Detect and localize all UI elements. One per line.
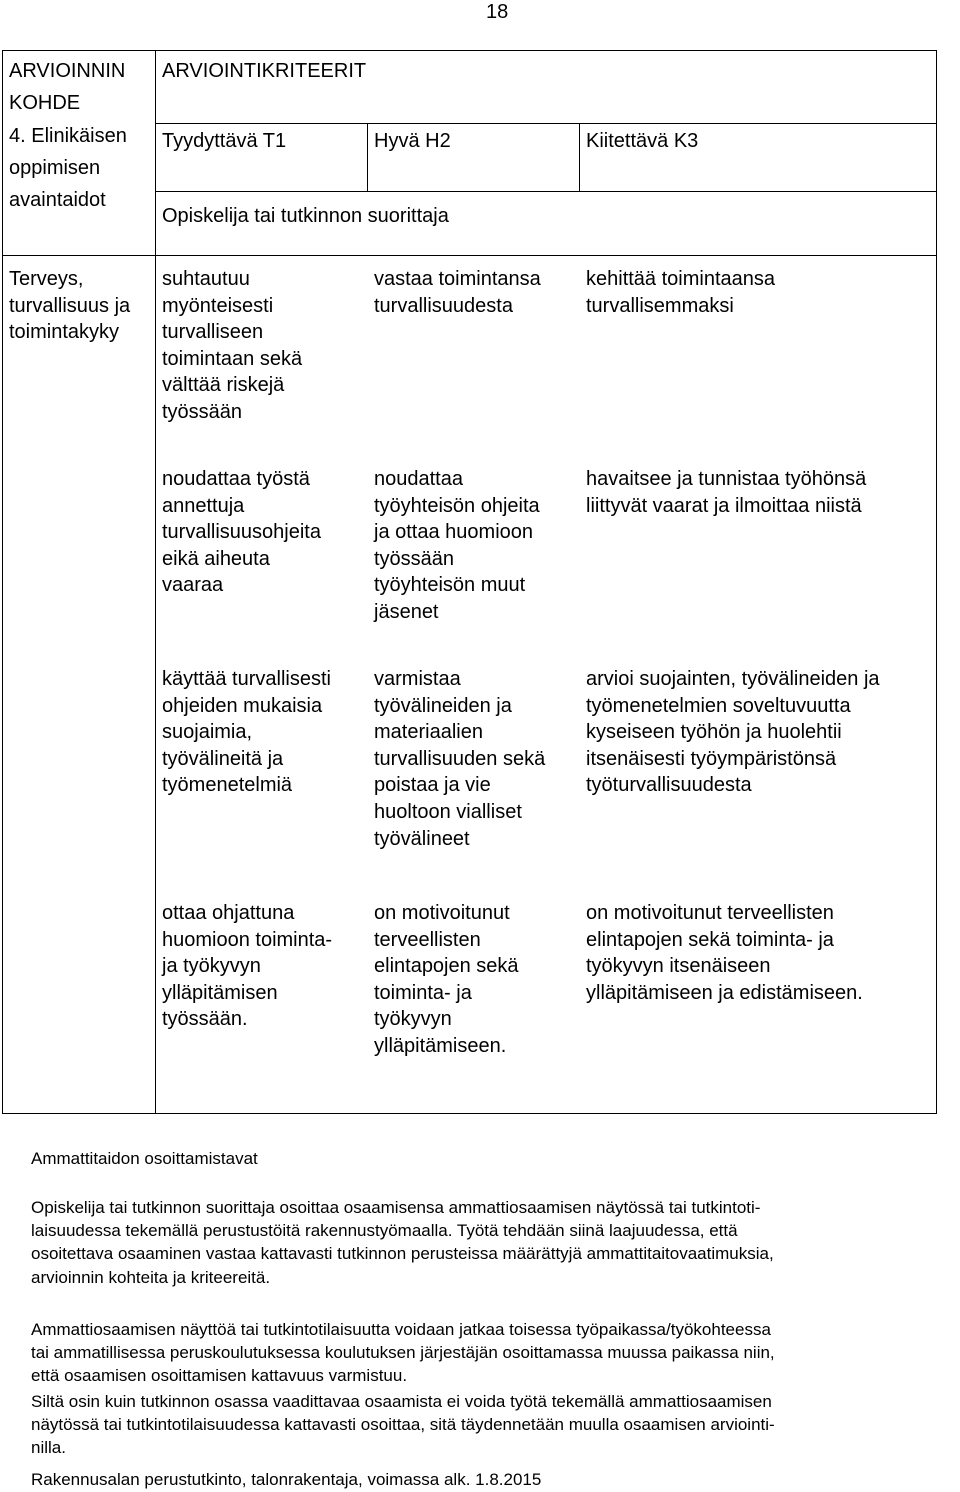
row4-t1: ottaa ohjattuna huomioon toiminta- ja työkyvyn ylläpitämisen työssään. xyxy=(162,902,333,1031)
table-border-top xyxy=(2,50,937,51)
criteria-header-divider xyxy=(155,123,937,124)
table-border-bottom xyxy=(2,1113,937,1114)
grades-divider xyxy=(155,191,937,192)
row1-t1: suhtautuu myönteisesti turvalliseen toimintaan sekä välttää riskejä työssään xyxy=(162,268,303,423)
actor-label: Opiskelija tai tutkinnon suorittaja xyxy=(162,205,449,227)
grade-divider-2 xyxy=(579,123,580,191)
assessment-target-header: ARVIOINNIN KOHDE xyxy=(9,60,126,114)
paragraph-2: Ammattiosaamisen näyttöä tai tutkintotilaisuutta voidaan jatkaa toisessa työpaikassa/työkohteessa tai ammatillisessa peruskoulutuksessa koulutuksen järjestäjän osoittamassa muussa paikassa niin, että osaamisen osoittamisen kattavuus varmistuu. xyxy=(31,1320,775,1386)
row1-k3: kehittää toimintaansa turvallisemmaksi xyxy=(586,268,776,317)
row2-t1: noudattaa työstä annettuja turvallisuusohjeita eikä aiheuta vaaraa xyxy=(162,468,321,597)
column-divider-1 xyxy=(155,50,156,1114)
row1-h2: vastaa toimintansa turvallisuudesta xyxy=(374,268,541,317)
row3-k3: arvioi suojainten, työvälineiden ja työmenetelmien soveltuvuutta kyseiseen työhön ja huolehtii itsenäisesti työympäristönsä työturvallisuudesta xyxy=(586,668,880,797)
row2-k3: havaitsee ja tunnistaa työhönsä liittyvät vaarat ja ilmoittaa niistä xyxy=(586,468,867,517)
table-header-divider xyxy=(2,255,937,256)
grade-k3-header: Kiitettävä K3 xyxy=(586,130,699,152)
grade-h2-header: Hyvä H2 xyxy=(374,130,451,152)
topic-label: Terveys, turvallisuus ja toimintakyky xyxy=(9,268,131,344)
grade-divider-1 xyxy=(367,123,368,191)
page-footer: Rakennusalan perustutkinto, talonrakentaja, voimassa alk. 1.8.2015 xyxy=(31,1470,542,1489)
row3-h2: varmistaa työvälineiden ja materiaalien turvallisuuden sekä poistaa ja vie huoltoon vialliset työvälineet xyxy=(374,668,546,850)
table-border-left xyxy=(2,50,3,1114)
section-heading: Ammattitaidon osoittamistavat xyxy=(31,1149,258,1168)
row4-k3: on motivoitunut terveellisten elintapojen sekä toiminta- ja työkyvyn itsenäiseen ylläpitämiseen ja edistämiseen. xyxy=(586,902,863,1004)
row3-t1: käyttää turvallisesti ohjeiden mukaisia suojaimia, työvälineitä ja työmenetelmiä xyxy=(162,668,331,797)
subject-label: 4. Elinikäisen oppimisen avaintaidot xyxy=(9,125,127,211)
row2-h2: noudattaa työyhteisön ohjeita ja ottaa huomioon työssään työyhteisön muut jäsenet xyxy=(374,468,540,623)
page-number: 18 xyxy=(486,1,509,23)
grade-t1-header: Tyydyttävä T1 xyxy=(162,130,287,152)
table-border-right xyxy=(936,50,937,1114)
paragraph-1: Opiskelija tai tutkinnon suorittaja osoittaa osaamisensa ammattiosaamisen näytössä tai tutkintoti- laisuudessa tekemällä perustustöitä rakennustyömaalla. Työtä tehdään siinä laajuudessa, että osoitettava osaaminen vastaa kattavasti tutkinnon perusteissa määrättyjä ammattitaitovaatimuksia, arvioinnin kohteita ja kriteereitä. xyxy=(31,1198,774,1287)
paragraph-3: Siltä osin kuin tutkinnon osassa vaadittavaa osaamista ei voida työtä tekemällä ammattiosaamisen näytössä tai tutkintotilaisuudessa kattavasti osoittaa, sitä täydennetään muulla osaamisen arviointi- nilla. xyxy=(31,1392,775,1458)
criteria-header: ARVIOINTIKRITEERIT xyxy=(162,60,367,82)
row4-h2: on motivoitunut terveellisten elintapojen sekä toiminta- ja työkyvyn ylläpitämiseen. xyxy=(374,902,519,1057)
